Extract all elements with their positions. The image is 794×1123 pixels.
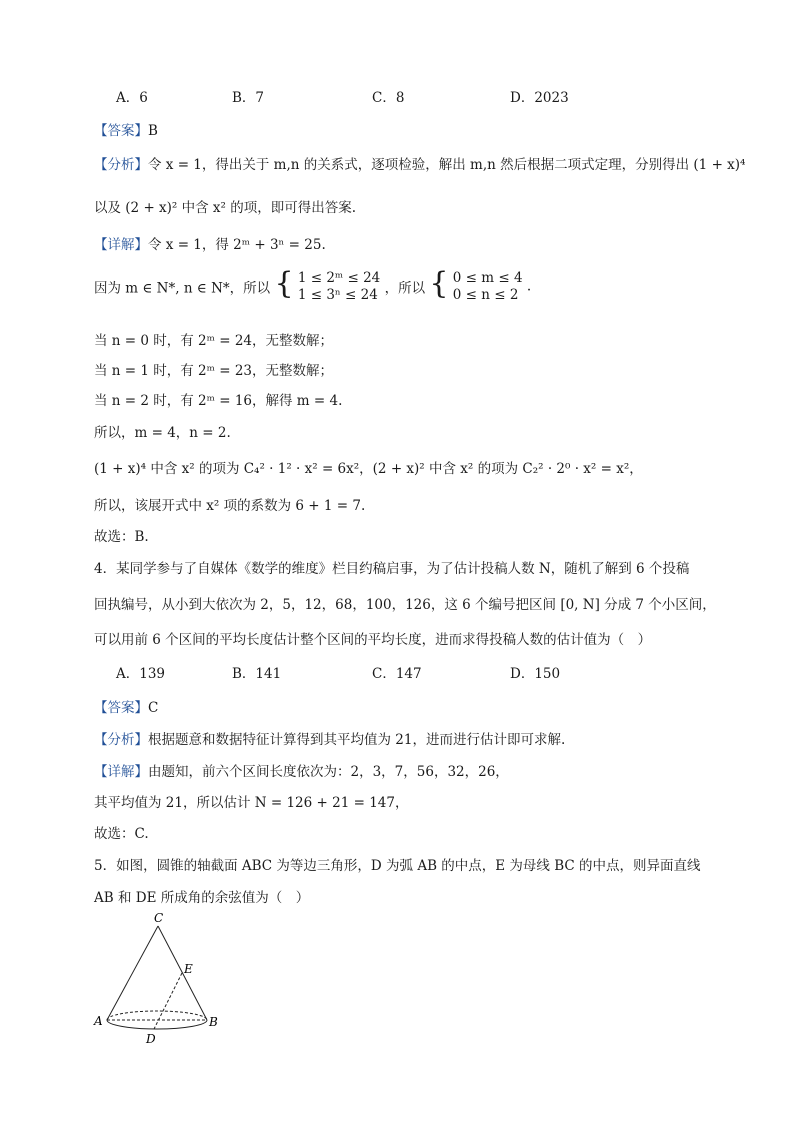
analysis-tag: 【分析】 (94, 157, 148, 173)
q4-option-a: A．139 (116, 666, 166, 682)
cone-figure (88, 910, 238, 1050)
system-2-row-1: 0 ≤ m ≤ 4 (452, 269, 523, 286)
q3-detail-line-4: 当 n = 1 时，有 2ᵐ = 23，无整数解； (94, 363, 333, 379)
q3-analysis-line-2: 以及 (2 + x)² 中含 x² 的项，即可得出答案. (94, 200, 357, 216)
q3-detail-2c: . (526, 278, 532, 295)
system-1-row-1: 1 ≤ 2ᵐ ≤ 24 (297, 269, 381, 286)
answer-tag: 【答案】 (94, 700, 148, 716)
q4-detail-line-1 (94, 760, 509, 780)
q3-detail-line-7: (1 + x)⁴ 中含 x² 的项为 C₄² · 1² · x² = 6x²，(2 + x)² 中含 x² 的项为 C₂² · 2⁰ · x² = x²， (94, 461, 643, 477)
segment-de (154, 973, 182, 1029)
system-1 (298, 270, 380, 304)
q3-detail-line-5: 当 n = 2 时，有 2ᵐ = 16，解得 m = 4. (94, 393, 343, 409)
q4-choose: 故选：C. (94, 826, 149, 842)
q4-answer: C (148, 700, 159, 716)
q3-option-c: C．8 (372, 90, 405, 106)
q3-detail-1: 令 x = 1，得 2ᵐ + 3ⁿ = 25. (148, 237, 326, 253)
q3-detail-line-8: 所以，该展开式中 x² 项的系数为 6 + 1 = 7. (94, 498, 366, 514)
q3-analysis-line-1 (94, 153, 745, 173)
label-c: C (154, 911, 164, 925)
q3-answer: B (148, 123, 158, 139)
label-b: B (209, 1015, 218, 1029)
q3-option-b: B．7 (232, 90, 265, 106)
q3-option-a: A．6 (116, 90, 148, 106)
q4-answer-line (94, 696, 158, 716)
answer-tag: 【答案】 (94, 123, 148, 139)
analysis-tag: 【分析】 (94, 732, 148, 748)
q4-analysis: 根据题意和数据特征计算得到其平均值为 21，进而进行估计即可求解. (148, 732, 566, 748)
q4-option-c: C．147 (372, 666, 422, 682)
q3-choose: 故选：B. (94, 529, 149, 545)
q4-detail-line-2: 其平均值为 21，所以估计 N = 126 + 21 = 147， (94, 795, 409, 811)
q3-detail-line-1 (94, 233, 326, 253)
base-back-arc (107, 1011, 207, 1020)
q4-stem-2: 回执编号，从小到大依次为 2，5，12，68，100，126，这 6 个编号把区间 [0, N] 分成 7 个小区间， (94, 597, 716, 613)
system-1-row-2: 1 ≤ 3ⁿ ≤ 24 (297, 286, 378, 303)
detail-tag: 【详解】 (94, 237, 148, 253)
q3-answer-line (94, 119, 158, 139)
q4-detail-1: 由题知，前六个区间长度依次为：2，3，7，56，32，26， (148, 764, 509, 780)
q4-stem-3: 可以用前 6 个区间的平均长度估计整个区间的平均长度，进而求得投稿人数的估计值为（ ） (94, 632, 652, 648)
q3-detail-system-line (94, 266, 531, 304)
q5-stem-1: 5．如图，圆锥的轴截面 ABC 为等边三角形，D 为弧 AB 的中点，E 为母线 BC 的中点，则异面直线 (94, 858, 701, 874)
q3-detail-2a: 因为 m ∈ N*, n ∈ N*，所以 (94, 280, 271, 297)
q5-stem-2: AB 和 DE 所成角的余弦值为（ ） (94, 890, 310, 906)
q3-analysis-1: 令 x = 1，得出关于 m,n 的关系式，逐项检验，解出 m,n 然后根据二项式定理，分别得出 (1 + x)⁴ (148, 157, 746, 173)
q3-detail-line-6: 所以，m = 4，n = 2. (94, 425, 231, 441)
label-e: E (184, 962, 193, 976)
q4-analysis-line (94, 728, 565, 748)
q3-detail-line-3: 当 n = 0 时，有 2ᵐ = 24，无整数解； (94, 333, 333, 349)
q4-option-d: D．150 (510, 666, 561, 682)
q3-detail-2b: ，所以 (384, 280, 426, 297)
base-front-arc (107, 1020, 207, 1029)
left-brace: { (274, 266, 294, 301)
system-2-row-2: 0 ≤ n ≤ 2 (452, 286, 519, 303)
label-d: D (146, 1032, 156, 1046)
q3-option-d: D．2023 (510, 90, 569, 106)
system-2 (453, 270, 523, 304)
label-a: A (94, 1014, 103, 1028)
cone-edge-ca (107, 926, 158, 1020)
q4-option-b: B．141 (232, 666, 282, 682)
detail-tag: 【详解】 (94, 764, 148, 780)
left-brace: { (429, 266, 449, 301)
q4-stem-1: 4．某同学参与了自媒体《数学的维度》栏目约稿启事，为了估计投稿人数 N，随机了解到 6 个投稿 (94, 561, 690, 577)
